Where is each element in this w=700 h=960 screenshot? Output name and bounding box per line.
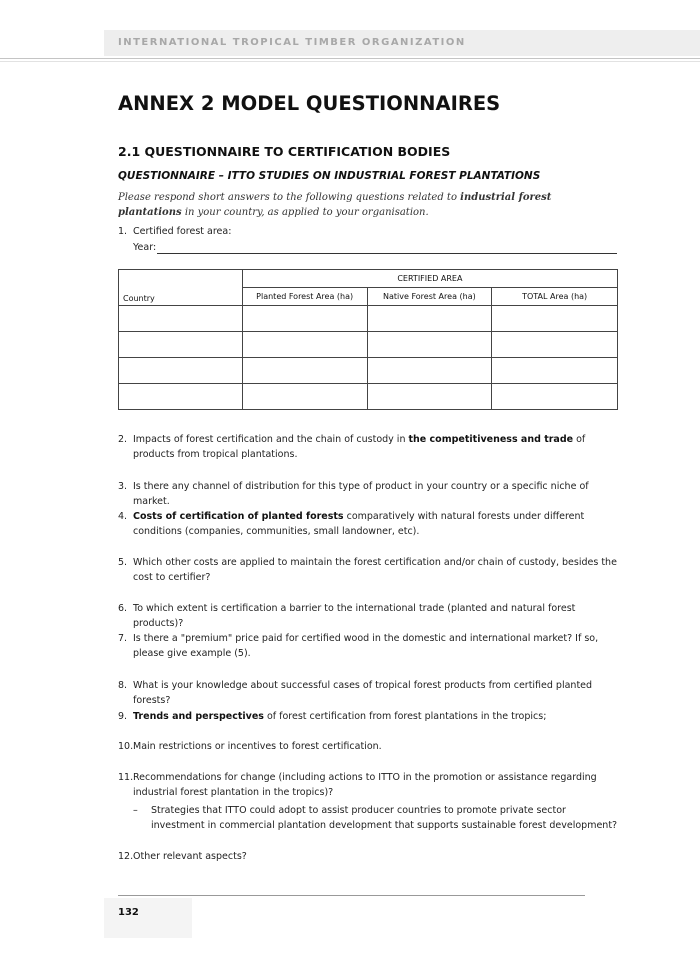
table-row: [119, 384, 618, 410]
question-text: Is there any channel of distribution for this type of product in your country or a specific niche of market.: [133, 481, 589, 507]
table-cell[interactable]: [119, 306, 243, 332]
year-label: Year:: [133, 242, 157, 253]
question-text: [133, 509, 618, 539]
question-number: 7.: [118, 633, 128, 644]
question-number: 3.: [118, 481, 128, 492]
question-text-start: Impacts of forest certification and the chain of custody in: [133, 434, 409, 445]
country-header: Country: [119, 270, 243, 306]
question-5: [118, 555, 618, 585]
section-heading: 2.1 QUESTIONNAIRE TO CERTIFICATION BODIES: [118, 144, 451, 159]
certified-area-table: [118, 269, 618, 410]
question-emphasis: Costs of certification of planted forests: [133, 511, 344, 522]
table-cell[interactable]: [367, 332, 492, 358]
question-text: [133, 432, 618, 462]
table-row: [119, 358, 618, 384]
question-number: 1.: [118, 226, 128, 237]
dash-bullet: –: [133, 805, 138, 816]
table-cell[interactable]: [367, 358, 492, 384]
footer-rule: [118, 895, 585, 896]
question-number: 2.: [118, 434, 128, 445]
table-cell[interactable]: [367, 306, 492, 332]
planted-area-header: Planted Forest Area (ha): [242, 288, 367, 306]
question-6: [118, 601, 618, 631]
question-1: [118, 224, 618, 239]
question-number: 6.: [118, 603, 128, 614]
intro-emphasis: industrial forest plantations: [118, 192, 552, 218]
question-text: Certified forest area:: [133, 226, 232, 237]
table-cell[interactable]: [119, 358, 243, 384]
question-number: 12.: [118, 851, 134, 862]
question-text-end: of products from tropical plantations.: [133, 434, 586, 460]
annex-title: ANNEX 2 MODEL QUESTIONNAIRES: [118, 92, 501, 115]
question-10: [118, 739, 618, 754]
question-number: 8.: [118, 680, 128, 691]
question-11: [118, 770, 618, 800]
question-text: Main restrictions or incentives to forest certification.: [133, 741, 382, 752]
question-8: [118, 678, 618, 708]
question-3: [118, 479, 618, 509]
intro-text-end: in your country, as applied to your organisation.: [181, 207, 429, 218]
question-number: 11.: [118, 772, 134, 783]
table-cell[interactable]: [119, 332, 243, 358]
table-cell[interactable]: [119, 384, 243, 410]
intro-text-start: Please respond short answers to the following questions related to: [118, 192, 461, 203]
header-org-name: INTERNATIONAL TROPICAL TIMBER ORGANIZATION: [118, 37, 466, 48]
question-12: [118, 849, 618, 864]
question-emphasis: the competitiveness and trade: [408, 434, 574, 445]
question-4: [118, 509, 618, 539]
question-text: What is your knowledge about successful cases of tropical forest products from certified planted forests?: [133, 680, 593, 706]
page-number: 132: [118, 907, 139, 918]
question-text-end: comparatively with natural forests under different conditions (companies, communities, small landowner, etc).: [133, 511, 585, 537]
running-header: [0, 0, 700, 70]
question-text-end: of forest certification from forest plantations in the tropics;: [263, 711, 547, 722]
table-cell[interactable]: [492, 306, 618, 332]
questionnaire-subheading: QUESTIONNAIRE – ITTO STUDIES ON INDUSTRIAL FOREST PLANTATIONS: [118, 170, 541, 182]
table-cell[interactable]: [492, 358, 618, 384]
question-11-sub-item: [133, 803, 618, 833]
table-row: [119, 332, 618, 358]
question-text: Recommendations for change (including actions to ITTO in the promotion or assistance regarding industrial forest plantation in the tropics)?: [133, 772, 597, 798]
table-cell[interactable]: [242, 358, 367, 384]
question-number: 9.: [118, 711, 128, 722]
question-text: To which extent is certification a barrier to the international trade (planted and natural forest products)?: [133, 603, 576, 629]
year-input-line[interactable]: [157, 253, 617, 254]
question-7: [118, 631, 618, 661]
question-number: 10.: [118, 741, 134, 752]
table-cell[interactable]: [367, 384, 492, 410]
footer-band: [104, 898, 192, 938]
header-rule: [0, 58, 700, 59]
question-text: Is there a "premium" price paid for certified wood in the domestic and international market? If so, please give example (5).: [133, 633, 599, 659]
table-row: [119, 306, 618, 332]
question-text: Which other costs are applied to maintain the forest certification and/or chain of custody, besides the cost to certifier?: [133, 557, 617, 583]
table-cell[interactable]: [242, 306, 367, 332]
year-field[interactable]: [133, 242, 617, 256]
total-area-header: TOTAL Area (ha): [492, 288, 618, 306]
question-number: 4.: [118, 511, 128, 522]
question-text: [133, 709, 618, 724]
sub-item-text: Strategies that ITTO could adopt to assist producer countries to promote private sector investment in commercial plantation development that supports sustainable forest development?: [151, 805, 618, 831]
intro-paragraph: [118, 190, 618, 220]
certified-area-header: CERTIFIED AREA: [242, 270, 617, 288]
header-rule-secondary: [0, 61, 700, 62]
question-number: 5.: [118, 557, 128, 568]
question-2: [118, 432, 618, 462]
table-cell[interactable]: [242, 384, 367, 410]
table-cell[interactable]: [492, 332, 618, 358]
question-emphasis: Trends and perspectives: [133, 711, 264, 722]
question-9: [118, 709, 618, 724]
table-cell[interactable]: [492, 384, 618, 410]
native-area-header: Native Forest Area (ha): [367, 288, 492, 306]
question-text: Other relevant aspects?: [133, 851, 247, 862]
table-cell[interactable]: [242, 332, 367, 358]
